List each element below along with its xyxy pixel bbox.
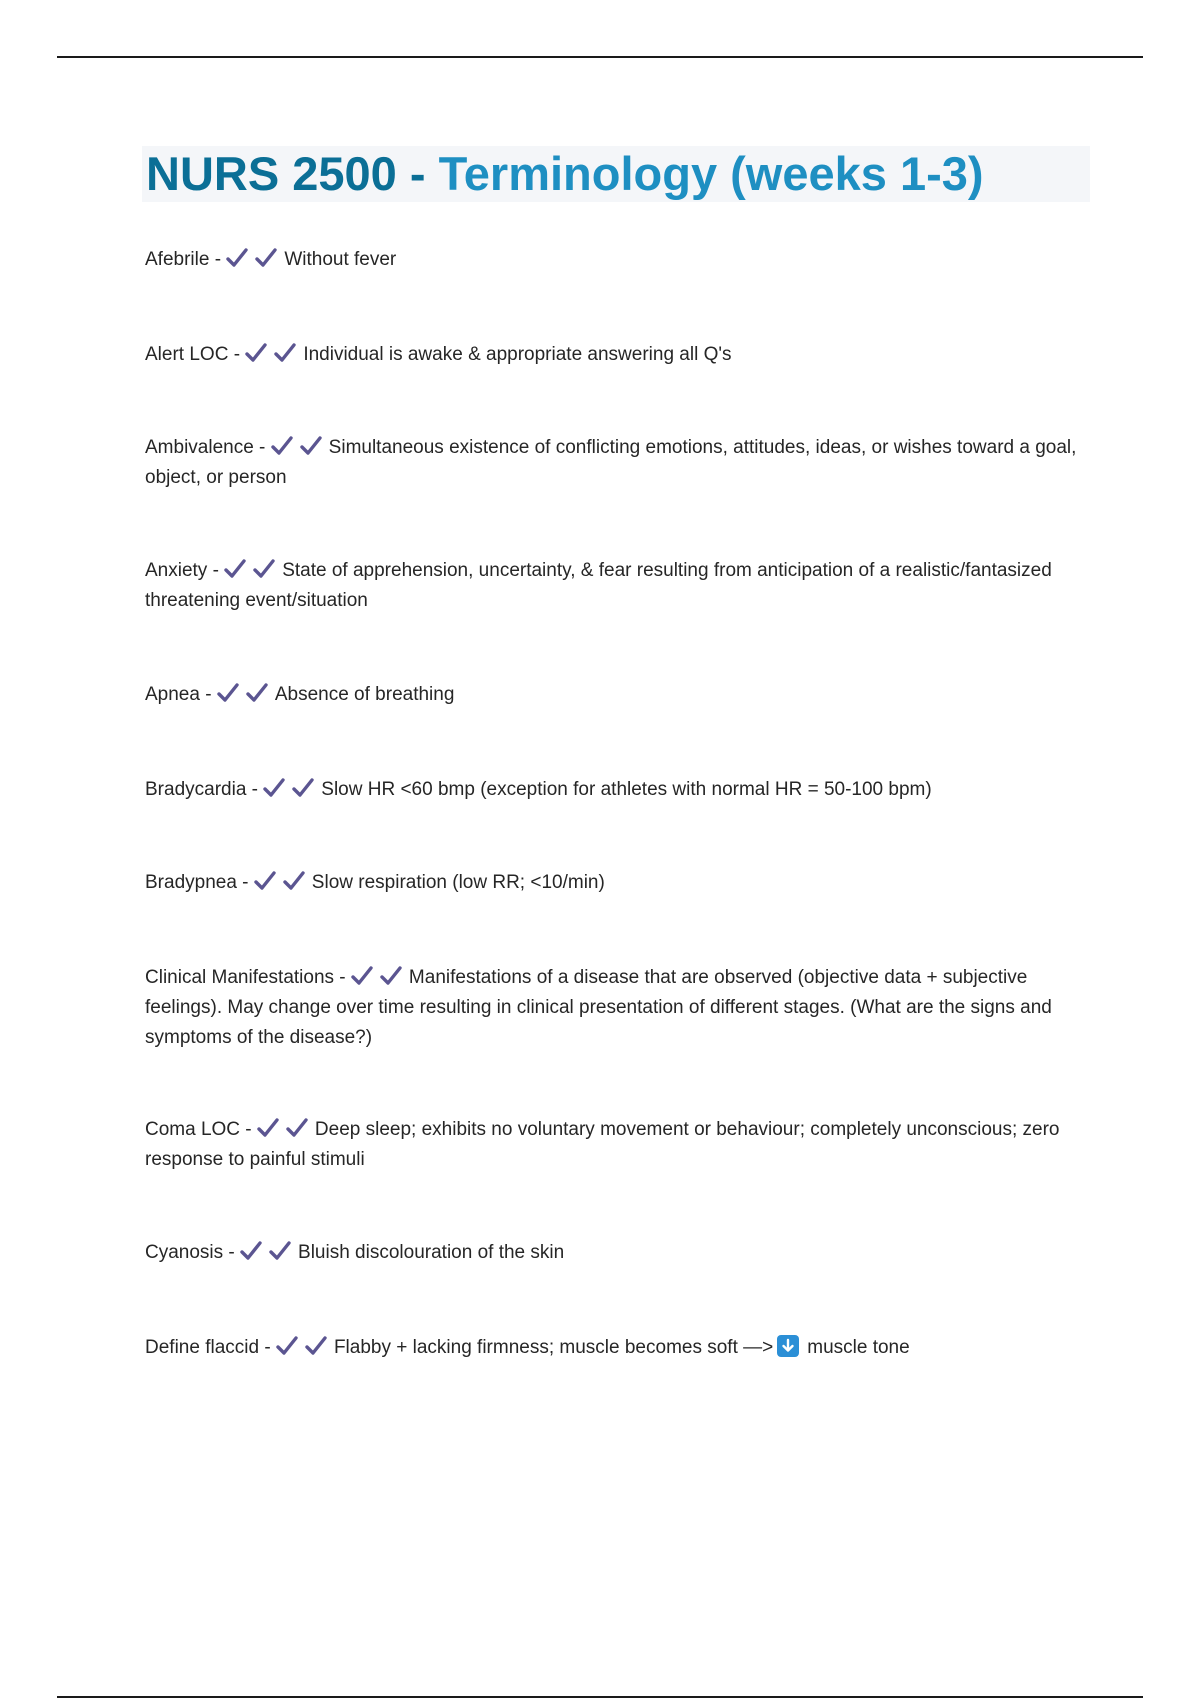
- definition: Without fever: [284, 249, 397, 270]
- check-mark-icon: [257, 1118, 279, 1138]
- check-mark-icon: [245, 343, 267, 363]
- check-mark-icon: [292, 778, 314, 798]
- definition: Slow respiration (low RR; <10/min): [311, 872, 605, 893]
- definition: Slow HR <60 bmp (exception for athletes with normal HR = 50-100 bpm): [321, 779, 932, 800]
- term: Coma LOC -: [145, 1119, 257, 1140]
- term: Bradycardia -: [145, 779, 264, 800]
- definition: Deep sleep; exhibits no voluntary movement or behaviour; completely unconscious; zero response to painful stimuli: [145, 1119, 1060, 1170]
- check-mark-icon: [274, 343, 296, 363]
- entry-define-flaccid: [145, 1333, 1090, 1363]
- term: Anxiety -: [145, 560, 225, 581]
- entry-apnea: [145, 680, 1090, 710]
- entry-ambivalence: [145, 433, 1090, 493]
- check-mark-icon: [271, 436, 293, 456]
- check-mark-icon: [254, 871, 276, 891]
- entry-bradypnea: [145, 868, 1090, 898]
- entry-bradycardia: [145, 775, 1090, 805]
- entry-alert-loc: [145, 340, 1090, 370]
- title-topic: Terminology (weeks 1-3): [438, 147, 984, 200]
- entry-coma-loc: [145, 1115, 1090, 1175]
- check-mark-icon: [217, 683, 239, 703]
- document-title: [146, 144, 984, 204]
- entry-anxiety: [145, 556, 1090, 616]
- term: Clinical Manifestations -: [145, 967, 351, 988]
- down-arrow-icon: [777, 1335, 799, 1357]
- definition-continued: muscle tone: [807, 1337, 910, 1358]
- term: Alert LOC -: [145, 344, 246, 365]
- check-mark-icon: [255, 248, 277, 268]
- check-mark-icon: [246, 683, 268, 703]
- entry-clinical-manifestations: [145, 963, 1090, 1053]
- check-mark-icon: [300, 436, 322, 456]
- check-mark-icon: [226, 248, 248, 268]
- term: Apnea -: [145, 684, 217, 705]
- check-mark-icon: [380, 966, 402, 986]
- check-mark-icon: [269, 1241, 291, 1261]
- check-mark-icon: [283, 871, 305, 891]
- term: Bradypnea -: [145, 872, 254, 893]
- definition: Absence of breathing: [274, 684, 455, 705]
- definition: Individual is awake & appropriate answering all Q's: [303, 344, 732, 365]
- top-rule: [57, 56, 1143, 58]
- check-mark-icon: [253, 559, 275, 579]
- check-mark-icon: [263, 778, 285, 798]
- definition: Bluish discolouration of the skin: [298, 1242, 565, 1263]
- term: Cyanosis -: [145, 1242, 241, 1263]
- check-mark-icon: [351, 966, 373, 986]
- title-code: NURS 2500 -: [146, 147, 439, 200]
- entry-cyanosis: [145, 1238, 1090, 1268]
- term: Afebrile -: [145, 249, 227, 270]
- definition: Simultaneous existence of conflicting emotions, attitudes, ideas, or wishes toward a goal, object, or person: [145, 437, 1077, 488]
- definition: Manifestations of a disease that are observed (objective data + subjective feelings). May change over time resulting in clinical presentation of different stages. (What are the signs and symptoms of the disease?): [145, 967, 1052, 1048]
- term: Define flaccid -: [145, 1337, 276, 1358]
- entry-afebrile: [145, 245, 1090, 275]
- term: Ambivalence -: [145, 437, 271, 458]
- bottom-rule: [57, 1696, 1143, 1698]
- check-mark-icon: [240, 1241, 262, 1261]
- check-mark-icon: [276, 1336, 298, 1356]
- check-mark-icon: [286, 1118, 308, 1138]
- check-mark-icon: [305, 1336, 327, 1356]
- definition: Flabby + lacking firmness; muscle becomes soft —>: [333, 1337, 774, 1358]
- definition: State of apprehension, uncertainty, & fear resulting from anticipation of a realistic/fantasized threatening event/situation: [145, 560, 1052, 611]
- check-mark-icon: [224, 559, 246, 579]
